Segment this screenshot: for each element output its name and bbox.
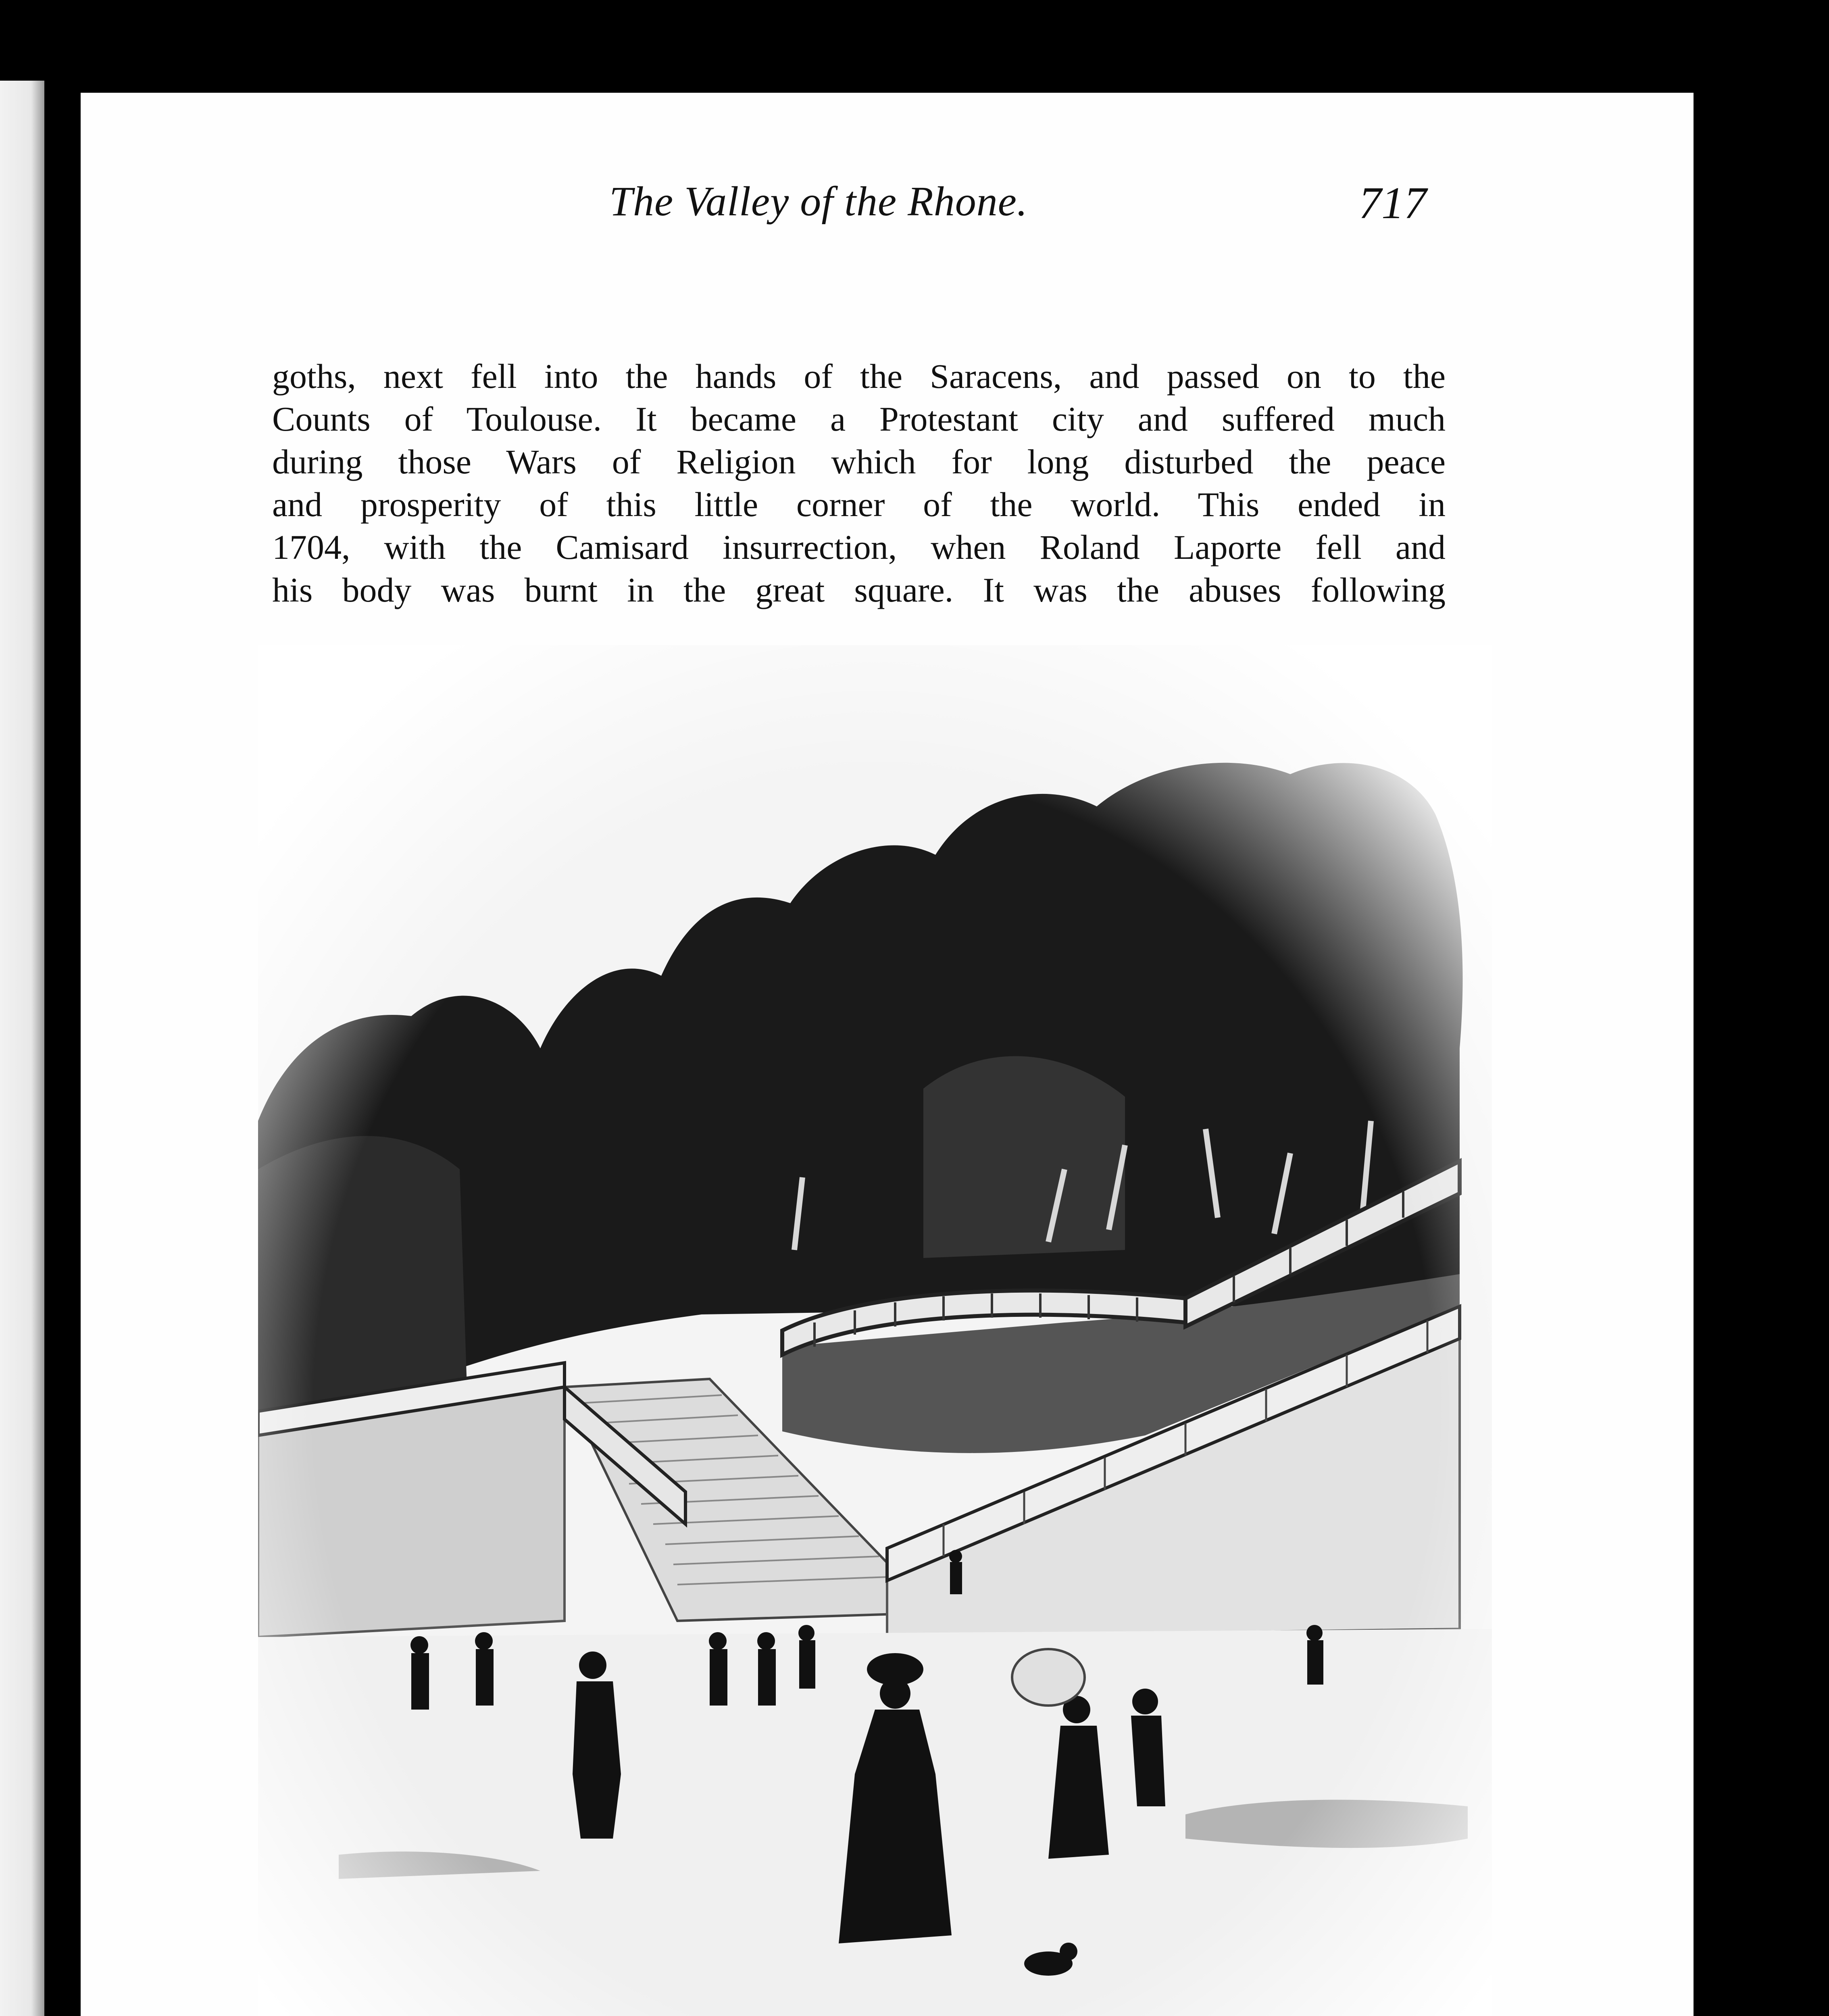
- running-title: The Valley of the Rhone.: [609, 178, 1028, 225]
- text-line: Counts of Toulouse. It became a Protestant city and suffered much: [272, 400, 1446, 438]
- text-line: 1704, with the Camisard insurrection, when Roland Laporte fell and: [272, 528, 1446, 566]
- page-number: 717: [1359, 178, 1427, 228]
- text-line: and prosperity of this little corner of the world. This ended in: [272, 485, 1446, 524]
- top-paragraph: [272, 355, 1446, 611]
- text-line: his body was burnt in the great square. It was the abuses following: [272, 571, 1446, 609]
- garden-illustration: [258, 645, 1492, 2016]
- text-line: goths, next fell into the hands of the Saracens, and passed on to the: [272, 357, 1446, 396]
- previous-page-edge: [0, 81, 44, 2016]
- text-line: during those Wars of Religion which for long disturbed the peace: [272, 442, 1446, 481]
